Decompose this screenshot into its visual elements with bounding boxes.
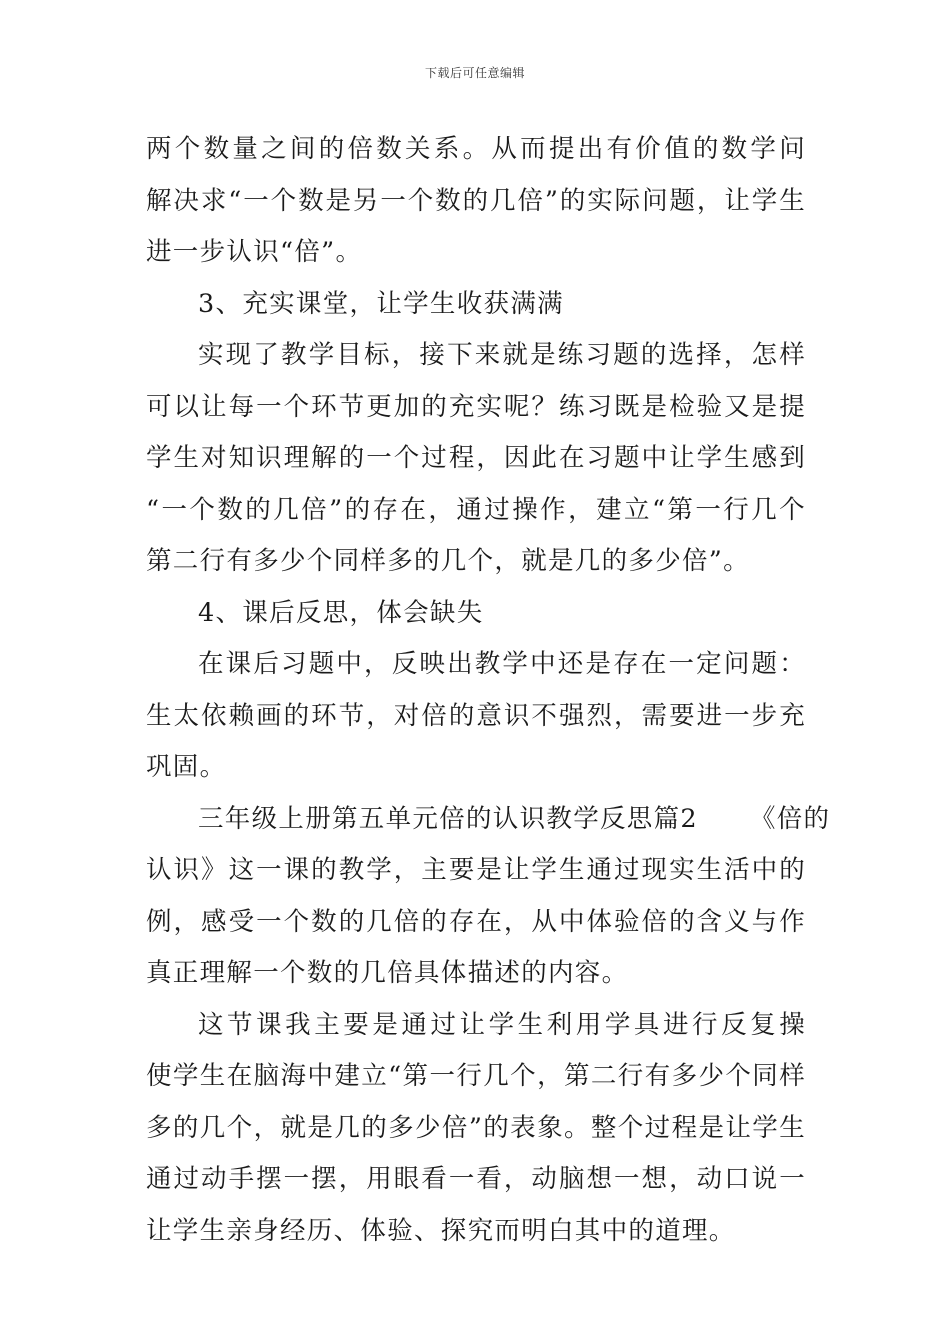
text-line: 让学生亲身经历、体验、探究而明白其中的道理。 bbox=[146, 1215, 736, 1246]
page-header: 下载后可任意编辑 bbox=[424, 66, 525, 80]
text-line: 两个数量之间的倍数关系。从而提出有价值的数学问 bbox=[146, 134, 806, 164]
text-line: “一个数的几倍”的存在，通过操作，建立“第一行几个 bbox=[146, 494, 806, 525]
text-line: 使学生在脑海中建立“第一行几个，第二行有多少个同样 bbox=[146, 1061, 806, 1091]
text-line: 解决求“一个数是另一个数的几倍”的实际问题，让学生 bbox=[146, 185, 806, 216]
text-line: 实现了教学目标，接下来就是练习题的选择，怎样 bbox=[198, 340, 806, 370]
document-body bbox=[146, 124, 831, 1257]
text-line: 生太依赖画的环节，对倍的意识不强烈，需要进一步充 bbox=[146, 700, 806, 731]
text-line: 例，感受一个数的几倍的存在，从中体验倍的含义与作 bbox=[146, 906, 806, 937]
text-line: 可以让每一个环节更加的充实呢？练习既是检验又是提 bbox=[146, 391, 806, 422]
text-line: 认识》这一课的教学，主要是让学生通过现实生活中的 bbox=[146, 855, 806, 885]
text-line: 巩固。 bbox=[146, 752, 227, 782]
section-heading: 4、课后反思，体会缺失 bbox=[198, 597, 484, 628]
text-line bbox=[146, 794, 831, 846]
text-line: 第二行有多少个同样多的几个，就是几的多少倍”。 bbox=[146, 546, 750, 576]
text-line: 进一步认识“倍”。 bbox=[146, 237, 363, 267]
text-line: 多的几个，就是几的多少倍”的表象。整个过程是让学生 bbox=[146, 1112, 806, 1143]
section-heading: 3、充实课堂，让学生收获满满 bbox=[198, 288, 564, 319]
text-line: 在课后习题中，反映出教学中还是存在一定问题： bbox=[198, 649, 806, 679]
text-fragment: 《倍的 bbox=[749, 803, 831, 834]
text-line: 真正理解一个数的几倍具体描述的内容。 bbox=[146, 958, 629, 988]
text-line: 这节课我主要是通过让学生利用学具进行反复操 bbox=[198, 1009, 806, 1040]
text-line: 学生对知识理解的一个过程，因此在习题中让学生感到 bbox=[146, 443, 806, 473]
text-line: 通过动手摆一摆，用眼看一看，动脑想一想，动口说一 bbox=[146, 1164, 806, 1194]
article-title: 三年级上册第五单元倍的认识教学反思篇2 bbox=[198, 803, 698, 834]
